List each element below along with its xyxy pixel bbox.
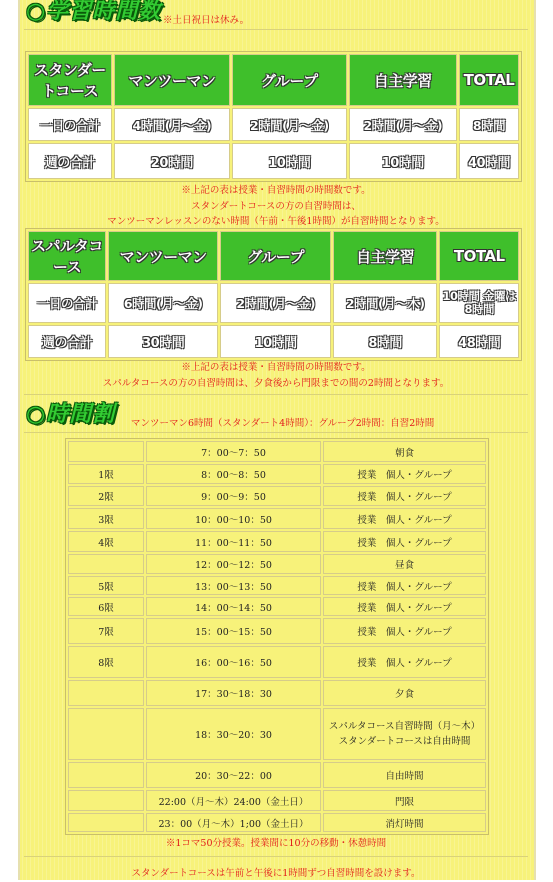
time-cell: 10：00～10：50 [146,508,321,529]
cell-weekly-self-study: 8時間 [333,325,438,358]
time-cell: 12：00～12：50 [146,554,321,574]
activity-cell: 授業 個人・グループ [323,486,486,506]
table-row [68,762,486,788]
cell-daily-total: 10時間 金曜は8時間 [439,283,519,323]
time-cell: 17：30～18：30 [146,680,321,706]
table-row [68,441,486,462]
activity-cell: スパルタコース自習時間（月～木） スタンダートコースは自由時間 [323,708,486,760]
time-cell: 8：00～8：50 [146,464,321,484]
time-cell: 14：00～14：50 [146,597,321,616]
header-man-to-man: マンツーマン [114,54,230,106]
period-cell: 1限 [68,464,144,484]
page-border-right [534,0,536,880]
activity-cell: 消灯時間 [323,813,486,832]
activity-cell: 朝食 [323,441,486,462]
time-cell: 18：30～20：30 [146,708,321,760]
period-cell: 5限 [68,576,144,595]
header-sparta-course: スパルタコース [28,231,106,281]
table-row [68,680,486,706]
activity-cell: 夕食 [323,680,486,706]
footer-note-1: ※1コマ50分授業。授業間に10分の移動・休憩時間 [165,838,387,849]
time-cell: 22:00（月～木）24:00（金土日） [146,790,321,811]
header-total: TOTAL [459,54,519,106]
period-cell: 3限 [68,508,144,529]
table-row [68,646,486,678]
activity-cell: 自由時間 [323,762,486,788]
page-border-left [18,0,20,880]
time-cell: 9：00～9：50 [146,486,321,506]
timetable [65,438,489,835]
cell-daily-group: 2時間(月～金) [220,283,330,323]
period-cell [68,790,144,811]
standard-note-line: マンツーマンレッスンのない時間（午前・午後1時間）が自習時間となります。 [107,216,445,227]
activity-cell: 授業 個人・グループ [323,531,486,552]
cell-weekly-group: 10時間 [232,143,346,179]
divider [24,29,528,30]
header-standard-course: スタンダートコース [28,54,112,106]
activity-cell: 授業 個人・グループ [323,646,486,678]
row-label-daily: 一日の合計 [28,283,106,323]
table-row [68,790,486,811]
table-row [68,597,486,616]
period-cell [68,708,144,760]
table-row [68,508,486,529]
table-row [68,464,486,484]
footer-note-2: スタンダートコースは午前と午後に1時間ずつ自習時間を設けます。 [131,868,421,879]
cell-weekly-total: 48時間 [439,325,519,358]
standard-course-table [25,51,522,182]
time-cell: 7：00～7：50 [146,441,321,462]
cell-weekly-self-study: 10時間 [349,143,457,179]
time-cell: 11：00～11：50 [146,531,321,552]
period-cell: 6限 [68,597,144,616]
cell-daily-group: 2時間(月～金) [232,108,346,141]
period-cell: 8限 [68,646,144,678]
cell-weekly-man-to-man: 30時間 [108,325,218,358]
row-label-daily: 一日の合計 [28,108,112,141]
divider [24,856,528,857]
activity-cell: 授業 個人・グループ [323,508,486,529]
header-group: グループ [232,54,346,106]
table-row [68,708,486,760]
sparta-note-line: スパルタコースの方の自習時間は、夕食後から門限までの間の2時間となります。 [102,377,450,389]
time-cell: 13：00～13：50 [146,576,321,595]
header-total: TOTAL [439,231,519,281]
header-self-study: 自主学習 [349,54,457,106]
header-group: グループ [220,231,330,281]
header-man-to-man: マンツーマン [108,231,218,281]
time-cell: 16：00～16：50 [146,646,321,678]
time-cell: 20：30～22：00 [146,762,321,788]
row-label-weekly: 週の合計 [28,143,112,179]
standard-note-line: スタンダートコースの方の自習時間は、 [191,200,361,212]
cell-daily-man-to-man: 4時間(月～金) [114,108,230,141]
table-row [68,813,486,832]
activity-cell: 昼食 [323,554,486,574]
activity-cell: 授業 個人・グループ [323,597,486,616]
period-cell [68,762,144,788]
standard-note-line: ※上記の表は授業・自習時間の時間数です。 [181,185,371,196]
activity-cell: 授業 個人・グループ [323,464,486,484]
cell-daily-self-study: 2時間(月～金) [349,108,457,141]
section-title-study-hours: ○学習時間数 [26,0,162,24]
period-cell [68,554,144,574]
cell-weekly-total: 40時間 [459,143,519,179]
period-cell [68,813,144,832]
cell-daily-man-to-man: 6時間(月～金) [108,283,218,323]
header-self-study: 自主学習 [333,231,438,281]
table-row [68,576,486,595]
row-label-weekly: 週の合計 [28,325,106,358]
sparta-notes [22,360,530,391]
period-cell [68,680,144,706]
standard-notes [22,183,530,230]
sparta-note-line: ※上記の表は授業・自習時間の時間数です。 [181,362,371,373]
activity-cell: 門限 [323,790,486,811]
cell-daily-total: 8時間 [459,108,519,141]
divider [24,432,528,433]
sparta-course-table [25,228,522,361]
activity-cell: 授業 個人・グループ [323,618,486,644]
period-cell [68,441,144,462]
period-cell: 4限 [68,531,144,552]
section-title-timetable: ○時間割 [26,402,116,427]
table-row [68,618,486,644]
divider [24,394,528,395]
activity-cell: 授業 個人・グループ [323,576,486,595]
table-row [68,531,486,552]
time-cell: 23：00（月～木）1;00（金土日） [146,813,321,832]
time-cell: 15：00～15：50 [146,618,321,644]
cell-weekly-man-to-man: 20時間 [114,143,230,179]
period-cell: 7限 [68,618,144,644]
cell-daily-self-study: 2時間(月～木) [333,283,438,323]
cell-weekly-group: 10時間 [220,325,330,358]
timetable-summary-note: マンツーマン6時間（スタンダート4時間）：グループ2時間：自習2時間 [131,418,435,429]
holiday-note: ※土日祝日は休み。 [163,15,250,26]
table-row [68,554,486,574]
table-row [68,486,486,506]
period-cell: 2限 [68,486,144,506]
